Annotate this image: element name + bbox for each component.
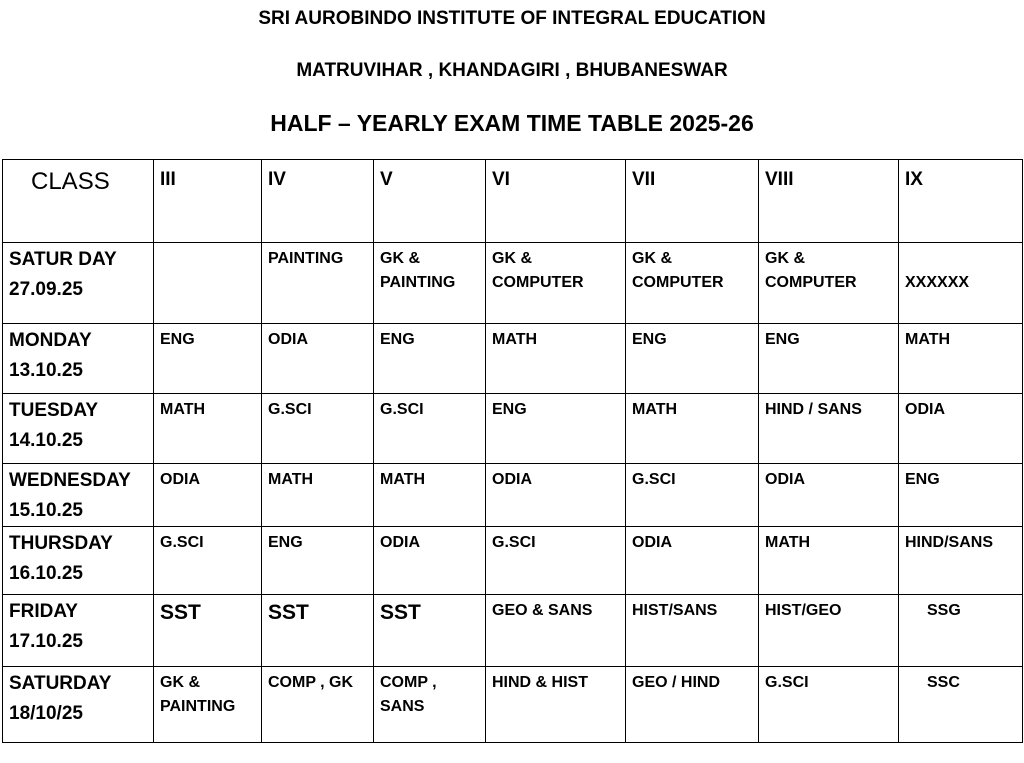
day-name: TUESDAY: [9, 400, 99, 421]
day-cell: [3, 667, 154, 743]
day-cell: [3, 394, 154, 464]
subject-cell: G.SCI: [759, 667, 899, 743]
subject-cell: MATH: [759, 527, 899, 595]
subject-cell: COMP , GK: [262, 667, 374, 743]
day-name: MONDAY: [9, 330, 92, 351]
day-name: FRIDAY: [9, 601, 78, 622]
class-corner-label: CLASS: [3, 160, 154, 243]
subject-cell: MATH: [374, 464, 486, 527]
table-row: [3, 394, 1023, 464]
subject-cell: ENG: [374, 324, 486, 394]
subject-cell: ENG: [626, 324, 759, 394]
subject-cell: GK & COMPUTER: [486, 243, 626, 324]
subject-cell: COMP , SANS: [374, 667, 486, 743]
class-header-vii: VII: [626, 160, 759, 243]
day-name: THURSDAY: [9, 533, 113, 554]
class-header-ix: IX: [899, 160, 1023, 243]
subject-cell: ODIA: [154, 464, 262, 527]
subject-cell: ENG: [899, 464, 1023, 527]
day-date: 27.09.25: [9, 279, 83, 300]
subject-cell: XXXXXX: [899, 243, 1023, 324]
subject-cell: HIND/SANS: [899, 527, 1023, 595]
class-header-row: [3, 160, 1023, 243]
subject-cell: G.SCI: [374, 394, 486, 464]
subject-cell: ODIA: [374, 527, 486, 595]
day-date: 17.10.25: [9, 631, 83, 652]
table-row: [3, 527, 1023, 595]
table-row: [3, 243, 1023, 324]
class-header-vi: VI: [486, 160, 626, 243]
subject-cell: ENG: [759, 324, 899, 394]
day-date: 15.10.25: [9, 500, 83, 521]
table-row: [3, 324, 1023, 394]
subject-cell: G.SCI: [626, 464, 759, 527]
subject-cell: G.SCI: [486, 527, 626, 595]
subject-cell: SST: [262, 595, 374, 667]
table-row: [3, 595, 1023, 667]
subject-cell: GK & COMPUTER: [759, 243, 899, 324]
subject-cell: GK & COMPUTER: [626, 243, 759, 324]
subject-cell: SSC: [899, 667, 1023, 743]
subject-cell: SST: [154, 595, 262, 667]
subject-cell: MATH: [626, 394, 759, 464]
subject-cell: SST: [374, 595, 486, 667]
day-cell: [3, 243, 154, 324]
subject-cell: GK & PAINTING: [154, 667, 262, 743]
subject-cell: HIST/GEO: [759, 595, 899, 667]
subject-cell: ENG: [154, 324, 262, 394]
subject-cell: G.SCI: [154, 527, 262, 595]
institute-address: MATRUVIHAR , KHANDAGIRI , BHUBANESWAR: [296, 60, 728, 81]
subject-cell: MATH: [154, 394, 262, 464]
day-name: WEDNESDAY: [9, 470, 131, 491]
class-header-iii: III: [154, 160, 262, 243]
day-date: 13.10.25: [9, 360, 83, 381]
subject-cell: GEO / HIND: [626, 667, 759, 743]
exam-timetable: [2, 159, 1023, 743]
class-header-v: V: [374, 160, 486, 243]
timetable-title: HALF – YEARLY EXAM TIME TABLE 2025-26: [270, 110, 754, 136]
institute-name: SRI AUROBINDO INSTITUTE OF INTEGRAL EDUCATION: [258, 8, 766, 29]
subject-cell: [154, 243, 262, 324]
subject-cell: HIST/SANS: [626, 595, 759, 667]
day-cell: [3, 324, 154, 394]
day-cell: [3, 527, 154, 595]
subject-cell: MATH: [486, 324, 626, 394]
subject-cell: ODIA: [486, 464, 626, 527]
class-header-iv: IV: [262, 160, 374, 243]
table-row: [3, 464, 1023, 527]
subject-cell: G.SCI: [262, 394, 374, 464]
class-header-viii: VIII: [759, 160, 899, 243]
subject-cell: SSG: [899, 595, 1023, 667]
table-row: [3, 667, 1023, 743]
subject-cell: MATH: [899, 324, 1023, 394]
subject-cell: MATH: [262, 464, 374, 527]
subject-cell: HIND & HIST: [486, 667, 626, 743]
subject-cell: HIND / SANS: [759, 394, 899, 464]
day-cell: [3, 464, 154, 527]
day-date: 18/10/25: [9, 703, 83, 724]
subject-cell: ODIA: [262, 324, 374, 394]
subject-cell: PAINTING: [262, 243, 374, 324]
subject-cell: GEO & SANS: [486, 595, 626, 667]
day-name: SATUR DAY: [9, 249, 117, 270]
subject-cell: ODIA: [899, 394, 1023, 464]
subject-cell: ODIA: [759, 464, 899, 527]
day-date: 14.10.25: [9, 430, 83, 451]
subject-cell: GK & PAINTING: [374, 243, 486, 324]
day-date: 16.10.25: [9, 563, 83, 584]
subject-cell: ENG: [486, 394, 626, 464]
day-name: SATURDAY: [9, 673, 112, 694]
subject-cell: ODIA: [626, 527, 759, 595]
subject-cell: ENG: [262, 527, 374, 595]
day-cell: [3, 595, 154, 667]
